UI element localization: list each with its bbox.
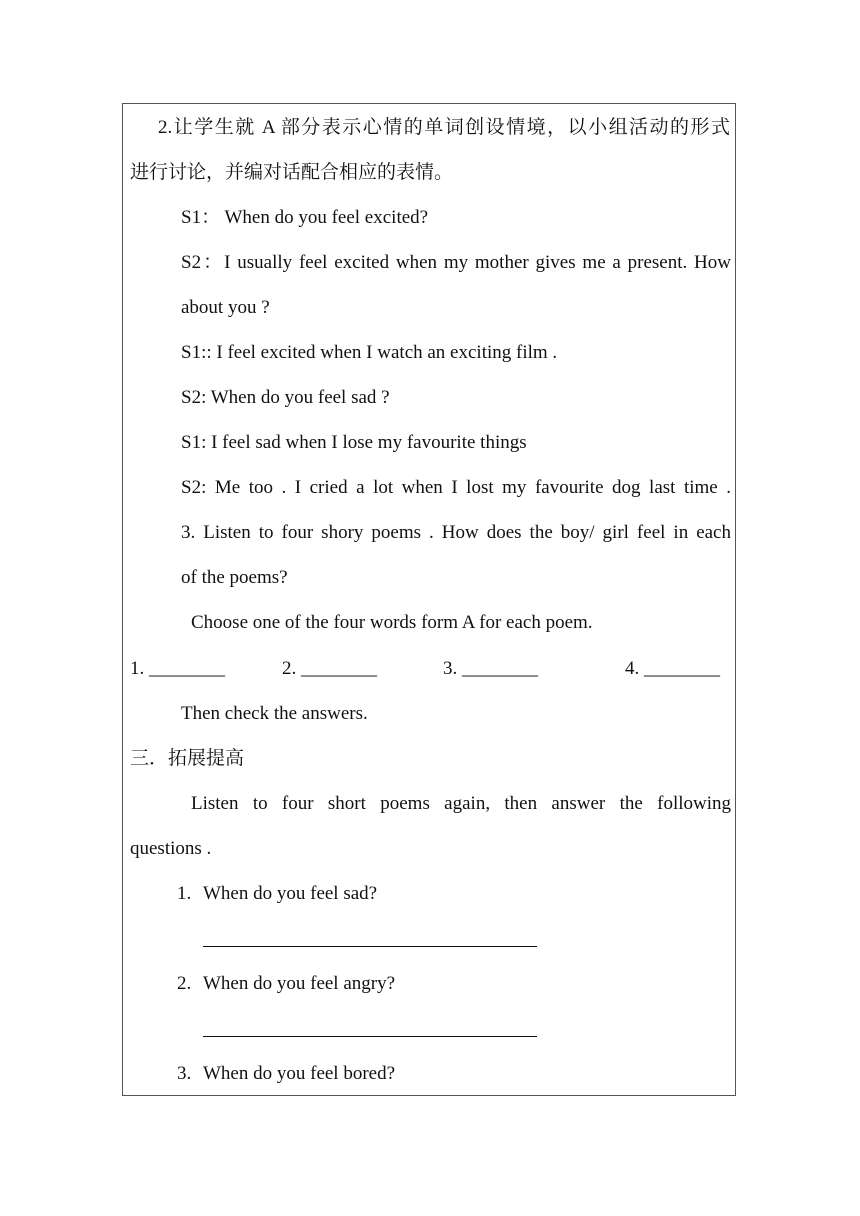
section3-intro-line2: of the poems? bbox=[181, 567, 288, 588]
extension-intro-line2: questions . bbox=[130, 838, 212, 859]
section2-intro-line2: 进行讨论，并编对话配合相应的表情。 bbox=[130, 162, 454, 183]
question-text: When do you feel angry? bbox=[203, 973, 396, 994]
extension-intro-line1: Listen to four short poems again, then answer the following bbox=[191, 793, 731, 814]
question-number: 3. bbox=[177, 1063, 192, 1084]
dialogue-line: S2：I usually feel excited when my mother gives me a present. How bbox=[181, 252, 731, 273]
dialogue-line: S2: When do you feel sad ? bbox=[181, 387, 390, 408]
answer-line-1[interactable] bbox=[203, 946, 537, 947]
dialogue-line: about you ? bbox=[181, 297, 270, 318]
dialogue-line: S1: I feel sad when I lose my favourite things bbox=[181, 432, 527, 453]
answer-blank-2[interactable]: 2. ________ bbox=[282, 658, 377, 679]
question-text: When do you feel bored? bbox=[203, 1063, 396, 1084]
answer-line-2[interactable] bbox=[203, 1036, 537, 1037]
check-answers-text: Then check the answers. bbox=[181, 703, 368, 724]
section2-intro-line1: 2.让学生就 A 部分表示心情的单词创设情境，以小组活动的形式 bbox=[158, 117, 730, 138]
answer-blank-4[interactable]: 4. ________ bbox=[625, 658, 720, 679]
answer-blank-3[interactable]: 3. ________ bbox=[443, 658, 538, 679]
question-number: 1. bbox=[177, 883, 192, 904]
question-text: When do you feel sad? bbox=[203, 883, 378, 904]
section3-instruction: Choose one of the four words form A for each poem. bbox=[191, 612, 593, 633]
section3-intro-line1: 3. Listen to four shory poems . How does the boy/ girl feel in each bbox=[181, 522, 731, 543]
dialogue-line: S2: Me too . I cried a lot when I lost my favourite dog last time . bbox=[181, 477, 731, 498]
dialogue-line: S1:: I feel excited when I watch an exciting film . bbox=[181, 342, 558, 363]
answer-blank-1[interactable]: 1. ________ bbox=[130, 658, 225, 679]
question-number: 2. bbox=[177, 973, 192, 994]
extension-heading: 三．拓展提高 bbox=[130, 748, 245, 769]
dialogue-line: S1： When do you feel excited? bbox=[181, 207, 429, 228]
